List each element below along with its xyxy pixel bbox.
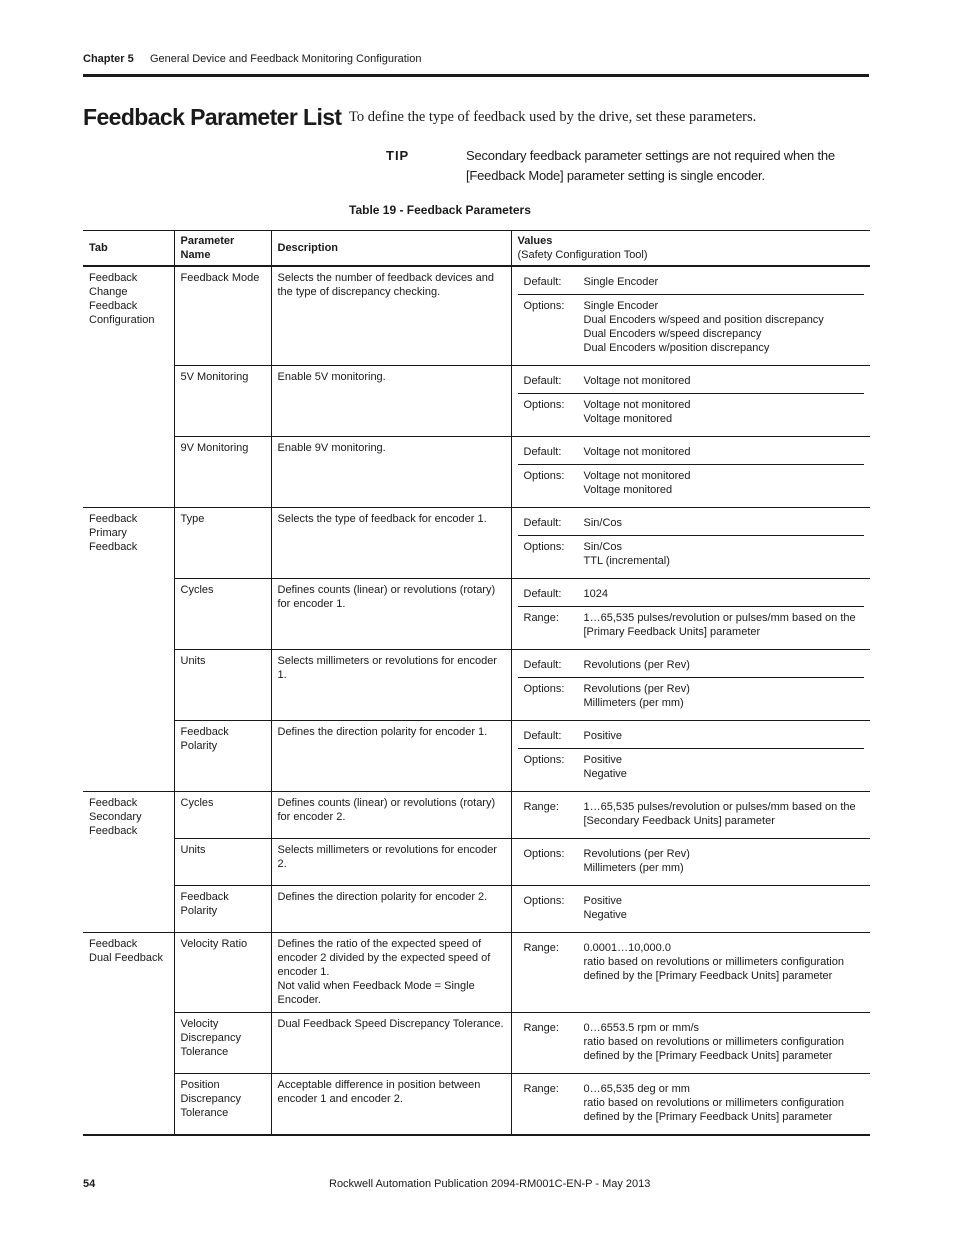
header-tab: Tab — [83, 231, 174, 267]
value-label: Default: — [523, 375, 562, 387]
table-row — [83, 366, 870, 437]
values-cell — [511, 266, 870, 366]
value-text — [584, 299, 859, 355]
tab-label-line: Dual Feedback — [89, 952, 163, 964]
value-text — [584, 753, 859, 781]
chapter-label: Chapter 5 — [83, 53, 134, 65]
parameter-name-cell: Type — [174, 508, 271, 579]
value-line: ratio based on revolutions or millimeters configuration defined by the [Primary Feedback Units] parameter — [583, 1097, 844, 1123]
table-row — [83, 650, 870, 721]
header-parameter-name: Parameter Name — [174, 231, 271, 267]
value-line: Voltage monitored — [583, 484, 673, 496]
value-line: 0.0001…10,000.0 — [583, 942, 671, 954]
values-cell — [511, 437, 870, 508]
description-cell — [271, 792, 511, 839]
value-text — [584, 658, 859, 672]
values-cell — [511, 839, 870, 886]
value-entry — [518, 725, 865, 748]
value-text — [584, 729, 859, 743]
value-line: Positive — [583, 730, 623, 742]
value-entry — [518, 890, 865, 927]
description-line: Defines the ratio of the expected speed of encoder 2 divided by the expected speed of encoder 1. — [277, 938, 491, 978]
value-label: Range: — [523, 801, 559, 813]
table-row — [83, 721, 870, 792]
header-divider — [83, 74, 869, 77]
description-cell — [271, 650, 511, 721]
value-line: Sin/Cos — [583, 517, 623, 529]
value-label: Options: — [523, 541, 565, 553]
value-text — [584, 587, 859, 601]
value-line: Revolutions (per Rev) — [583, 659, 690, 671]
parameter-name-cell: Feedback Polarity — [174, 886, 271, 933]
table-row — [83, 933, 870, 1013]
value-line: Single Encoder — [583, 300, 659, 312]
value-text — [584, 1021, 859, 1063]
parameter-name-cell: Feedback Mode — [174, 266, 271, 366]
values-cell — [511, 650, 870, 721]
value-text — [584, 374, 859, 388]
value-label: Options: — [523, 683, 565, 695]
value-entry — [518, 1078, 865, 1129]
parameter-name-cell: Velocity Ratio — [174, 933, 271, 1013]
value-entry — [518, 464, 865, 502]
parameter-name-cell: Cycles — [174, 579, 271, 650]
description-cell — [271, 721, 511, 792]
value-label: Default: — [523, 276, 562, 288]
tab-label-line: Feedback — [89, 938, 138, 950]
table-row — [83, 1013, 870, 1074]
description-line: Defines the direction polarity for encoder 2. — [277, 891, 488, 903]
values-cell — [511, 886, 870, 933]
value-text — [584, 398, 859, 426]
header-description: Description — [271, 231, 511, 267]
description-cell — [271, 579, 511, 650]
values-cell — [511, 792, 870, 839]
value-entry — [518, 583, 865, 606]
description-line: Selects the number of feedback devices and the type of discrepancy checking. — [277, 272, 494, 298]
parameter-name-cell: Position Discrepancy Tolerance — [174, 1074, 271, 1136]
value-line: Voltage not monitored — [583, 446, 691, 458]
value-line: ratio based on revolutions or millimeters configuration defined by the [Primary Feedback Units] parameter — [583, 1036, 844, 1062]
tip-text: Secondary feedback parameter settings are not required when the [Feedback Mode] parameter setting is single encoder. — [466, 148, 835, 183]
table-row — [83, 886, 870, 933]
value-label: Range: — [523, 1083, 559, 1095]
description-line: Acceptable difference in position between encoder 1 and encoder 2. — [277, 1079, 481, 1105]
values-cell — [511, 1074, 870, 1136]
tab-cell — [83, 933, 174, 1136]
table-row — [83, 839, 870, 886]
description-cell — [271, 886, 511, 933]
value-line: Voltage not monitored — [583, 470, 691, 482]
value-line: Sin/Cos — [583, 541, 623, 553]
value-label: Options: — [523, 470, 565, 482]
value-entry — [518, 796, 865, 833]
value-line: Negative — [583, 909, 627, 921]
value-entry — [518, 441, 865, 464]
value-label: Range: — [523, 612, 559, 624]
value-text — [584, 894, 859, 922]
tab-label-line: Feedback — [89, 272, 138, 284]
parameter-name-cell: 5V Monitoring — [174, 366, 271, 437]
tab-label-line: Primary Feedback — [89, 527, 138, 553]
tab-label-line: Secondary Feedback — [89, 811, 142, 837]
value-text — [584, 800, 859, 828]
value-line: ratio based on revolutions or millimeters configuration defined by the [Primary Feedback Units] parameter — [583, 956, 844, 982]
value-entry — [518, 370, 865, 393]
value-entry — [518, 748, 865, 786]
value-label: Default: — [523, 659, 562, 671]
tip-label: TIP — [386, 148, 410, 163]
description-line: Enable 5V monitoring. — [277, 371, 386, 383]
value-text — [584, 611, 859, 639]
section-title: Feedback Parameter List — [83, 104, 342, 130]
value-line: 1024 — [583, 588, 608, 600]
value-line: Millimeters (per mm) — [583, 862, 684, 874]
tab-label-line: Feedback — [89, 513, 138, 525]
value-line: TTL (incremental) — [583, 555, 670, 567]
value-entry — [518, 512, 865, 535]
table-row — [83, 792, 870, 839]
table-header-row — [83, 231, 870, 267]
value-line: 1…65,535 pulses/revolution or pulses/mm based on the [Primary Feedback Units] parameter — [583, 612, 856, 638]
description-cell — [271, 1074, 511, 1136]
value-line: Revolutions (per Rev) — [583, 683, 690, 695]
value-line: Dual Encoders w/position discrepancy — [583, 342, 770, 354]
description-cell — [271, 366, 511, 437]
description-cell — [271, 839, 511, 886]
value-line: Revolutions (per Rev) — [583, 848, 690, 860]
table-row — [83, 437, 870, 508]
value-text — [584, 445, 859, 459]
value-entry — [518, 535, 865, 573]
value-entry — [518, 294, 865, 360]
value-label: Options: — [523, 399, 565, 411]
table-body — [83, 266, 870, 1135]
value-label: Options: — [523, 848, 565, 860]
values-cell — [511, 579, 870, 650]
description-cell — [271, 933, 511, 1013]
header-values-sub: (Safety Configuration Tool) — [517, 249, 648, 261]
values-cell — [511, 1013, 870, 1074]
description-line: Not valid when Feedback Mode = Single Encoder. — [277, 980, 475, 1006]
value-line: Single Encoder — [583, 276, 659, 288]
page-header — [83, 53, 869, 65]
value-entry — [518, 606, 865, 644]
value-entry — [518, 654, 865, 677]
value-label: Range: — [523, 942, 559, 954]
value-line: Dual Encoders w/speed and position discrepancy — [583, 314, 824, 326]
description-line: Defines counts (linear) or revolutions (rotary) for encoder 1. — [277, 584, 496, 610]
value-text — [584, 469, 859, 497]
value-line: 0…6553.5 rpm or mm/s — [583, 1022, 700, 1034]
description-line: Defines the direction polarity for encoder 1. — [277, 726, 488, 738]
value-text — [584, 540, 859, 568]
value-label: Default: — [523, 446, 562, 458]
value-text — [584, 682, 859, 710]
table-row — [83, 1074, 870, 1136]
value-label: Default: — [523, 517, 562, 529]
tab-cell — [83, 792, 174, 933]
value-text — [584, 275, 859, 289]
value-label: Default: — [523, 730, 562, 742]
value-label: Options: — [523, 754, 565, 766]
value-entry — [518, 843, 865, 880]
parameter-name-cell: Units — [174, 650, 271, 721]
description-cell — [271, 437, 511, 508]
table-row — [83, 508, 870, 579]
value-text — [584, 941, 859, 983]
description-line: Selects millimeters or revolutions for encoder 2. — [277, 844, 497, 870]
value-label: Default: — [523, 588, 562, 600]
value-entry — [518, 271, 865, 294]
value-label: Range: — [523, 1022, 559, 1034]
value-line: Voltage monitored — [583, 413, 673, 425]
description-line: Selects millimeters or revolutions for encoder 1. — [277, 655, 497, 681]
parameter-name-cell: 9V Monitoring — [174, 437, 271, 508]
value-line: Voltage not monitored — [583, 399, 691, 411]
value-entry — [518, 937, 865, 988]
values-cell — [511, 721, 870, 792]
tab-label-line: Feedback — [89, 797, 138, 809]
value-entry — [518, 1017, 865, 1068]
description-cell — [271, 1013, 511, 1074]
page-number: 54 — [83, 1178, 96, 1190]
parameter-name-cell: Units — [174, 839, 271, 886]
value-label: Options: — [523, 895, 565, 907]
parameter-name-cell: Cycles — [174, 792, 271, 839]
description-line: Enable 9V monitoring. — [277, 442, 386, 454]
values-cell — [511, 933, 870, 1013]
chapter-title: General Device and Feedback Monitoring Configuration — [150, 53, 422, 65]
value-line: 0…65,535 deg or mm — [583, 1083, 690, 1095]
value-entry — [518, 393, 865, 431]
description-cell — [271, 266, 511, 366]
value-line: Negative — [583, 768, 627, 780]
tab-cell — [83, 266, 174, 508]
value-entry — [518, 677, 865, 715]
value-text — [584, 1082, 859, 1124]
value-line: 1…65,535 pulses/revolution or pulses/mm based on the [Secondary Feedback Units] parameter — [583, 801, 856, 827]
table-row — [83, 266, 870, 366]
publication-info: Rockwell Automation Publication 2094-RM001C-EN-P - May 2013 — [329, 1178, 651, 1190]
tab-label-line: Change Feedback Configuration — [89, 286, 155, 326]
description-line: Selects the type of feedback for encoder 1. — [277, 513, 487, 525]
intro-paragraph: To define the type of feedback used by the drive, set these parameters. — [349, 109, 757, 125]
value-line: Millimeters (per mm) — [583, 697, 684, 709]
value-label: Options: — [523, 300, 565, 312]
value-line: Positive — [583, 754, 623, 766]
description-cell — [271, 508, 511, 579]
parameter-name-cell: Feedback Polarity — [174, 721, 271, 792]
value-line: Positive — [583, 895, 623, 907]
value-text — [584, 847, 859, 875]
value-text — [584, 516, 859, 530]
values-cell — [511, 366, 870, 437]
feedback-parameters-table — [83, 230, 870, 1136]
value-line: Dual Encoders w/speed discrepancy — [583, 328, 762, 340]
header-values-label: Values — [517, 235, 553, 247]
value-line: Voltage not monitored — [583, 375, 691, 387]
tab-cell — [83, 508, 174, 792]
header-values — [511, 231, 870, 267]
table-caption: Table 19 - Feedback Parameters — [349, 203, 531, 217]
table-row — [83, 579, 870, 650]
parameter-name-cell: Velocity Discrepancy Tolerance — [174, 1013, 271, 1074]
description-line: Defines counts (linear) or revolutions (rotary) for encoder 2. — [277, 797, 496, 823]
values-cell — [511, 508, 870, 579]
description-line: Dual Feedback Speed Discrepancy Tolerance. — [277, 1018, 504, 1030]
